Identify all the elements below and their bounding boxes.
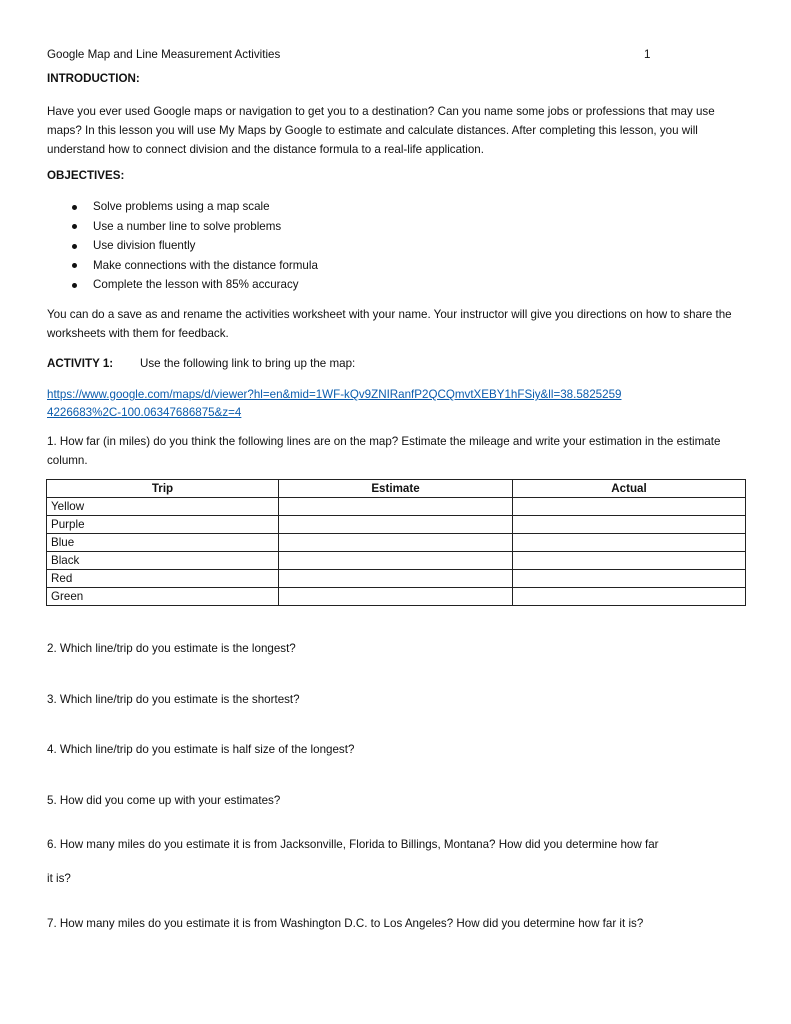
trip-name-cell: Green (47, 588, 279, 606)
column-header-estimate: Estimate (279, 480, 513, 498)
save-instructions: You can do a save as and rename the activities worksheet with your name. Your instructor will give you directions on how to share the worksheets with them for feedback. (47, 308, 732, 340)
table-row (47, 588, 746, 606)
actual-cell[interactable] (513, 516, 746, 534)
table-row (47, 516, 746, 534)
table-row (47, 552, 746, 570)
objective-text: Complete the lesson with 85% accuracy (93, 278, 299, 291)
trip-name-cell: Purple (47, 516, 279, 534)
estimate-cell[interactable] (279, 516, 513, 534)
question-6: 6. How many miles do you estimate it is from Jacksonville, Florida to Billings, Montana? How did you determine how far (47, 838, 659, 851)
page-number: 1 (644, 48, 651, 61)
question-6-continued: it is? (47, 872, 71, 885)
objective-item (72, 197, 318, 217)
objective-item (72, 275, 318, 295)
question-1: 1. How far (in miles) do you think the following lines are on the map? Estimate the mileage and write your estimation in the estimate column. (47, 435, 721, 467)
bullet-icon (72, 224, 77, 229)
actual-cell[interactable] (513, 552, 746, 570)
objective-item (72, 236, 318, 256)
objective-text: Use a number line to solve problems (93, 219, 282, 233)
google-maps-link[interactable]: https://www.google.com/maps/d/viewer?hl=en&mid=1WF-kQv9ZNIRanfP2QCQmvtXEBY1hFSiy&ll=38.58252594226683%2C-100.06347686875&z=4 (47, 388, 622, 419)
actual-cell[interactable] (513, 570, 746, 588)
objective-item (72, 217, 318, 237)
trip-name-cell: Blue (47, 534, 279, 552)
column-header-trip: Trip (47, 480, 279, 498)
trip-estimate-table (46, 479, 746, 606)
table-row (47, 534, 746, 552)
objectives-heading: OBJECTIVES: (47, 169, 125, 182)
objective-text: Use division fluently (93, 239, 196, 252)
bullet-icon (72, 205, 77, 210)
objective-text: Solve problems using a map scale (93, 200, 270, 213)
document-title: Google Map and Line Measurement Activities (47, 48, 281, 61)
estimate-cell[interactable] (279, 588, 513, 606)
bullet-icon (72, 244, 77, 249)
introduction-text: Have you ever used Google maps or navigation to get you to a destination? Can you name some jobs or professions that may use maps? In this lesson you will use My Maps by Google to estimate and calculate distances. After completing this lesson, you will understand how to connect division and the distance formula to a real-life application. (47, 105, 715, 156)
table-row (47, 498, 746, 516)
objective-item (72, 256, 318, 276)
estimate-cell[interactable] (279, 570, 513, 588)
bullet-icon (72, 283, 77, 288)
introduction-heading: INTRODUCTION: (47, 72, 140, 85)
question-3: 3. Which line/trip do you estimate is the shortest? (47, 693, 300, 706)
estimate-cell[interactable] (279, 552, 513, 570)
actual-cell[interactable] (513, 498, 746, 516)
trip-name-cell: Yellow (47, 498, 279, 516)
actual-cell[interactable] (513, 588, 746, 606)
objective-text: Make connections with the distance formula (93, 258, 318, 272)
estimate-cell[interactable] (279, 534, 513, 552)
activity-1-instruction: Use the following link to bring up the map: (140, 357, 356, 370)
table-row (47, 570, 746, 588)
question-4: 4. Which line/trip do you estimate is half size of the longest? (47, 743, 355, 756)
trip-name-cell: Red (47, 570, 279, 588)
estimate-cell[interactable] (279, 498, 513, 516)
question-7: 7. How many miles do you estimate it is from Washington D.C. to Los Angeles? How did you determine how far it is? (47, 917, 644, 930)
actual-cell[interactable] (513, 534, 746, 552)
activity-1-label: ACTIVITY 1: (47, 357, 114, 370)
table-header-row (47, 480, 746, 498)
question-2: 2. Which line/trip do you estimate is the longest? (47, 642, 296, 655)
bullet-icon (72, 263, 77, 268)
objectives-list (72, 197, 318, 295)
question-5: 5. How did you come up with your estimates? (47, 794, 281, 807)
trip-name-cell: Black (47, 552, 279, 570)
column-header-actual: Actual (513, 480, 746, 498)
